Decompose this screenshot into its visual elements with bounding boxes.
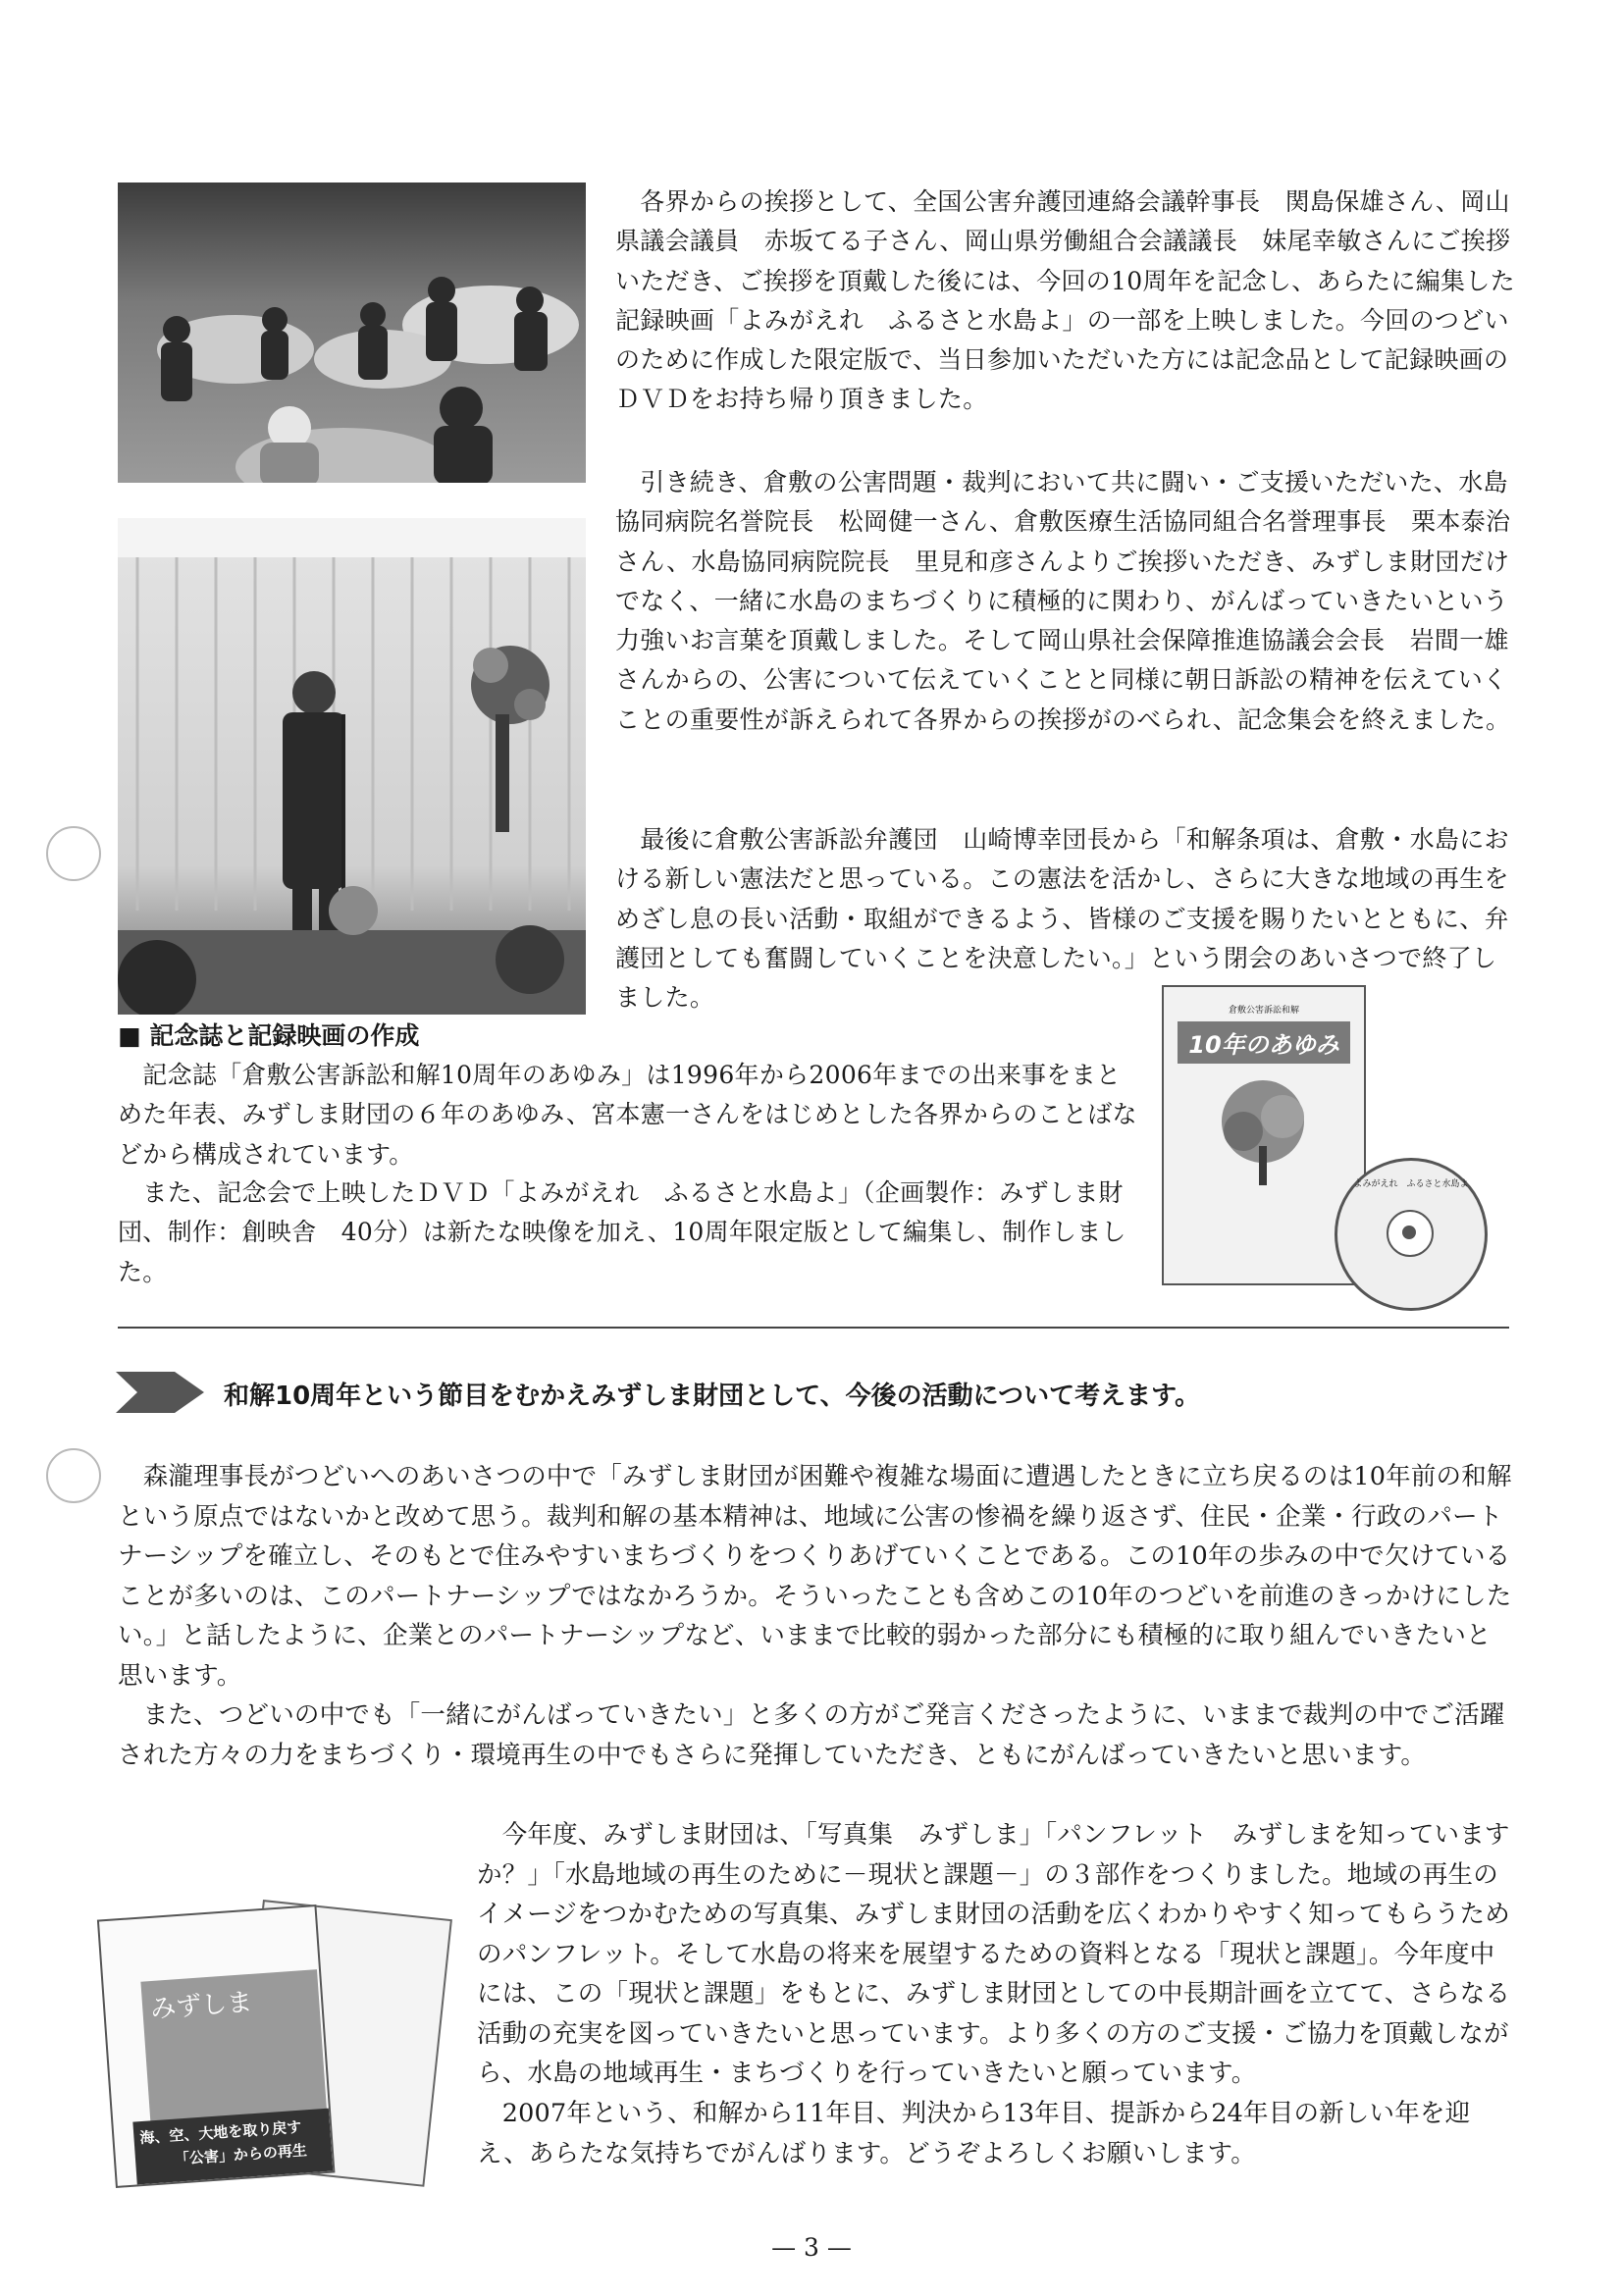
speaker-photo <box>118 518 586 1015</box>
memorial-book-subtitle: 倉敷公害訴訟和解 <box>1228 1006 1299 1016</box>
memorial-book-title: 10年のあゆみ <box>1178 1021 1350 1064</box>
section-divider <box>118 1327 1509 1329</box>
future-paragraph-3: 今年度、みずしま財団は、「写真集 みずしま」「パンフレット みずしまを知っていますか？」「水島地域の再生のために－現状と課題－」の３部作をつくりました。地域の再生のイメージをつかむための写真集、みずしま財団の活動を広くわかりやすく知ってもらうためのパンフレット。そして水島の将来を展望するための資料となる「現状と課題」。今年度中には、この「現状と課題」をもとに、みずしま財団としての中長期計画を立てて、さらなる活動の充実を図っていきたいと思っています。より多くの方のご支援・ご協力を頂戴しながら、水島の地域再生・まちづくりを行っていきたいと願っています。 <box>477 1820 1511 2088</box>
page-number: — 3 — <box>771 2233 852 2262</box>
brochure-front <box>97 1905 336 2188</box>
brochure-caption-2: 「公害」からの再生 <box>174 2141 308 2168</box>
brochure-image <box>116 1900 459 2184</box>
brochure-caption-1: 海、空、大地を取り戻す <box>138 2117 302 2148</box>
dvd-disc-image <box>1335 1158 1488 1311</box>
chevron-arrow-icon <box>116 1372 204 1413</box>
future-paragraph-2: また、つどいの中でも「一緒にがんばっていきたい」と多くの方がご発言くださったように、いままで裁判の中でご活躍された方々の力をまちづくり・環境再生の中でもさらに発揮していただき、ともにがんばっていきたいと思います。 <box>118 1700 1505 1770</box>
dvd-hole <box>1402 1226 1416 1239</box>
dvd-title: よみがえれ ふるさと水島よ <box>1353 1179 1469 1189</box>
banquet-photo <box>118 183 586 483</box>
memorial-heading: ■ 記念誌と記録映画の作成 <box>118 1021 420 1050</box>
brochure-title: みずしま <box>149 1987 254 2025</box>
greetings-paragraph-3: 最後に倉敷公害訴訟弁護団 山崎博幸団長から「和解条項は、倉敷・水島における新しい憲法だと思っている。この憲法を活かし、さらに大きな地域の再生をめざし息の長い活動・取組ができるよう、皆様のご支援を賜りたいとともに、弁護団としても奮闘していくことを決意したい。」という閉会のあいさつで終了しました。 <box>615 825 1509 1013</box>
memorial-paragraph-2: また、記念会で上映したＤＶＤ「よみがえれ ふるさと水島よ」（企画製作：みずしま財団、制作：創映舎 40分）は新たな映像を加え、10周年限定版として編集し、制作しました。 <box>118 1178 1126 1286</box>
memorial-paragraph-1: 記念誌「倉敷公害訴訟和解10周年のあゆみ」は1996年から2006年までの出来事をまとめた年表、みずしま財団の６年のあゆみ、宮本憲一さんをはじめとした各界からのことばなどから構成されています。 <box>118 1061 1137 1169</box>
tree-illustration <box>1209 1077 1317 1185</box>
future-heading: 和解10周年という節目をむかえみずしま財団として、今後の活動について考えます。 <box>224 1382 1201 1411</box>
greetings-paragraph-2: 引き続き、倉敷の公害問題・裁判において共に闘い・ご支援いただいた、水島協同病院名誉院長 松岡健一さん、倉敷医療生活協同組合名誉理事長 栗本泰治さん、水島協同病院院長 里見和彦さんよりご挨拶いただき、みずしま財団だけでなく、一緒に水島のまちづくりに積極的に関わり、がんばっていきたいという力強いお言葉を頂戴しました。そして岡山県社会保障推進協議会会長 岩間一雄さんからの、公害について伝えていくことと同様に朝日訴訟の精神を伝えていくことの重要性が訴えられて各界からの挨拶がのべられ、記念集会を終えました。 <box>615 468 1511 734</box>
future-paragraph-4: 2007年という、和解から11年目、判決から13年目、提訴から24年目の新しい年を迎え、あらたな気持ちでがんばります。どうぞよろしくお願いします。 <box>477 2099 1471 2168</box>
greetings-paragraph-1: 各界からの挨拶として、全国公害弁護団連絡会議幹事長 関島保雄さん、岡山県議会議員 赤坂てる子さん、岡山県労働組合会議議長 妹尾幸敏さんにご挨拶いただき、ご挨拶を頂戴した後には、今回の10周年を記念し、あらたに編集した記録映画「よみがえれ ふるさと水島よ」の一部を上映しました。今回のつどいのために作成した限定版で、当日参加いただいた方には記念品として記録映画のＤＶＤをお持ち帰り頂きました。 <box>615 187 1515 414</box>
binder-hole-2 <box>46 1448 101 1503</box>
future-paragraph-1: 森瀧理事長がつどいへのあいさつの中で「みずしま財団が困難や複雑な場面に遭遇したときに立ち戻るのは10年前の和解という原点ではないかと改めて思う。裁判和解の基本精神は、地域に公害の惨禍を繰り返さず、住民・企業・行政のパートナーシップを確立し、そのもとで住みやすいまちづくりをつくりあげていくことである。この10年の歩みの中で欠けていることが多いのは、このパートナーシップではなかろうか。そういったことも含めこの10年のつどいを前進のきっかけにしたい。」と話したように、企業とのパートナーシップなど、いままで比較的弱かった部分にも積極的に取り組んでいきたいと思います。 <box>118 1462 1512 1691</box>
binder-hole-1 <box>46 826 101 881</box>
